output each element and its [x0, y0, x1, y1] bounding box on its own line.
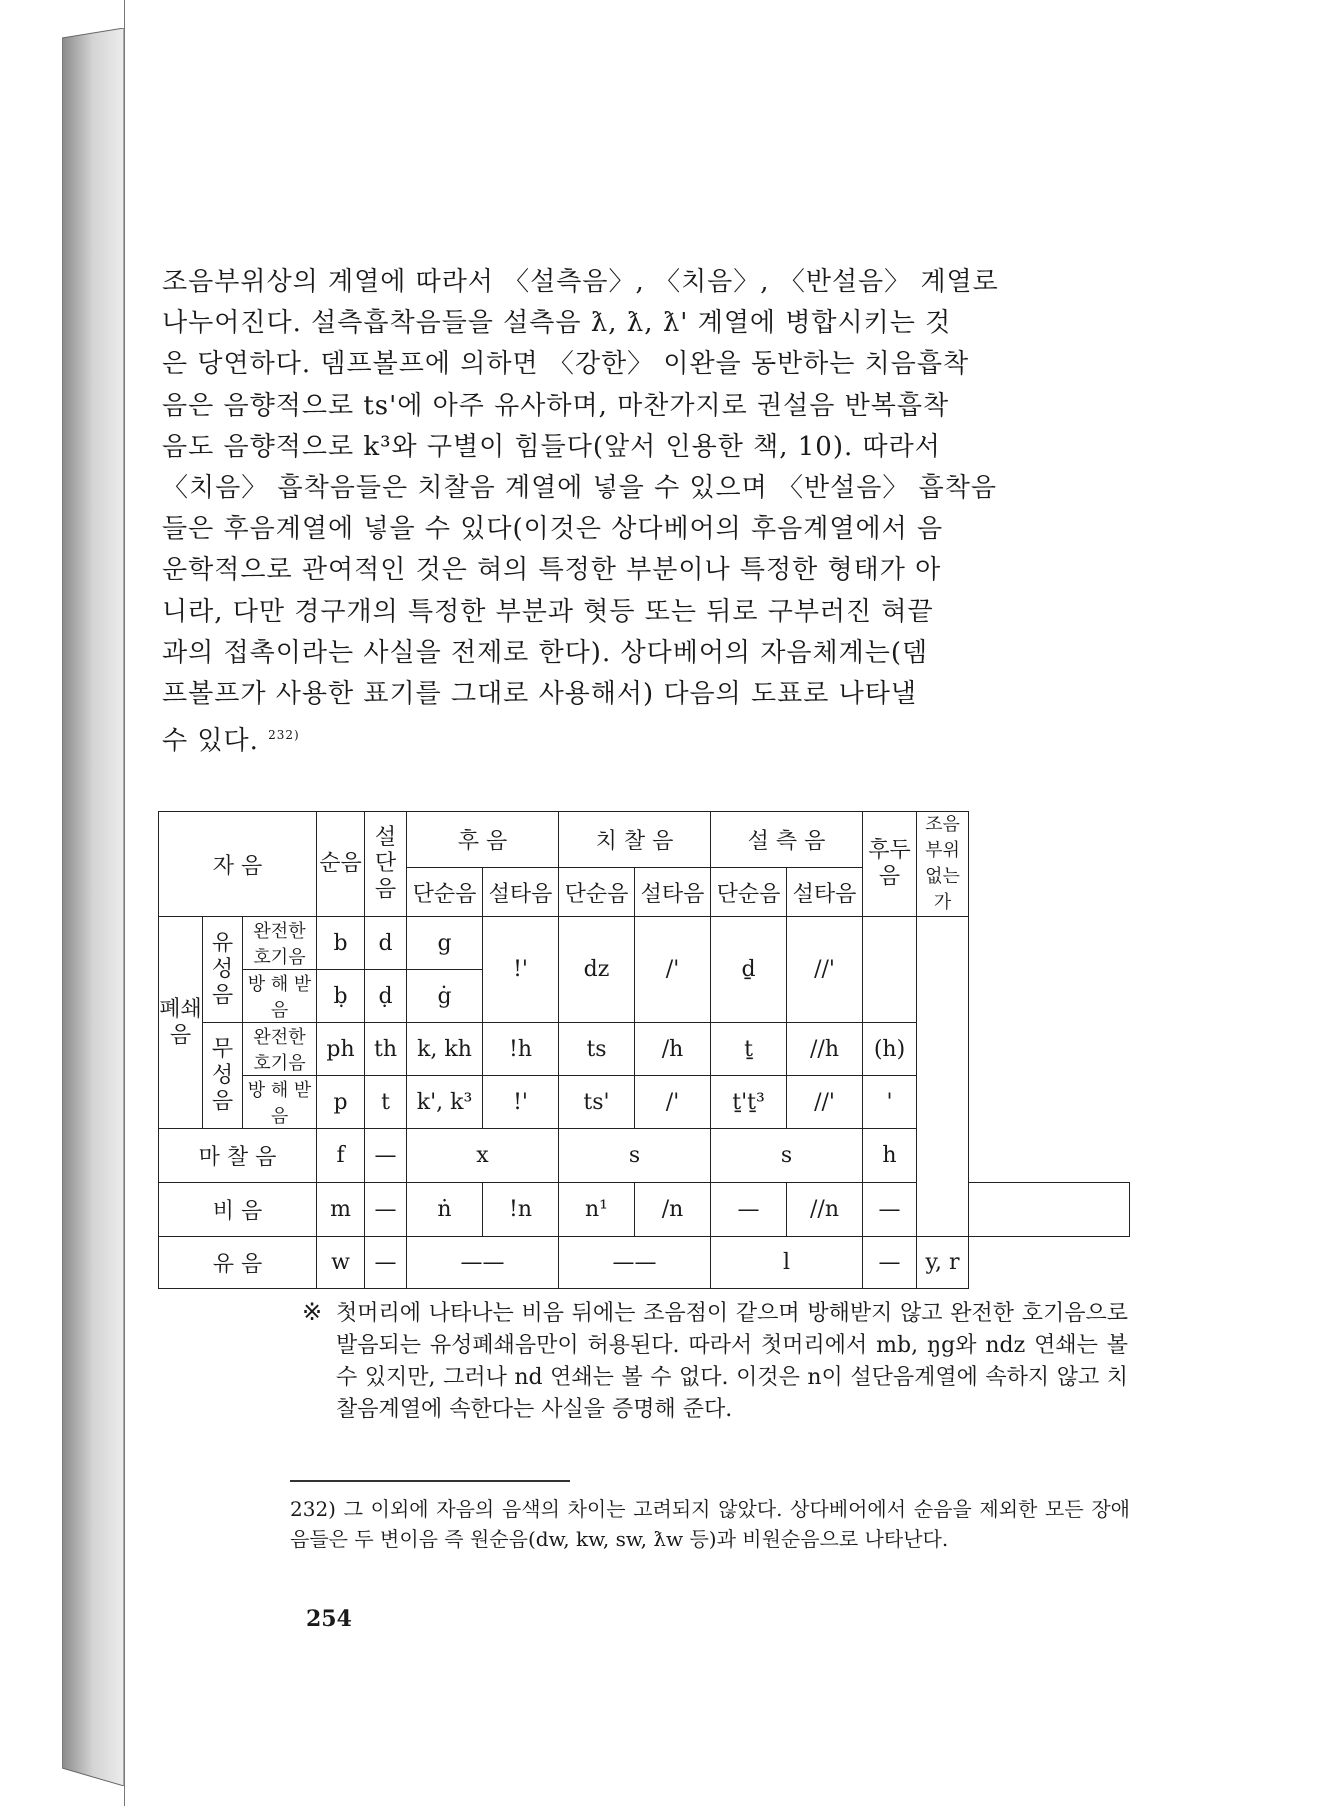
cell: g — [407, 917, 483, 970]
cell: ts' — [559, 1076, 635, 1129]
cell: ' — [863, 1076, 917, 1129]
cell: k, kh — [407, 1023, 483, 1076]
footnote-ref: 232) — [268, 728, 300, 743]
cell: h — [863, 1129, 917, 1183]
cell: — — [365, 1183, 407, 1237]
cell: ts — [559, 1023, 635, 1076]
cell: /' — [635, 1076, 711, 1129]
header-labial: 순음 — [317, 812, 365, 917]
cell: ḏ — [711, 917, 787, 1023]
cell: — — [711, 1183, 787, 1237]
cell: //' — [787, 917, 863, 1023]
cell: d — [365, 917, 407, 970]
cell: !n — [483, 1183, 559, 1237]
body-line-last — [162, 715, 1130, 762]
cell: w — [317, 1237, 365, 1289]
row-nasal: 비 음 — [159, 1183, 317, 1237]
cell: t — [365, 1076, 407, 1129]
sub-velar-flap: 설타음 — [483, 868, 559, 917]
header-lateral: 설 측 음 — [711, 812, 863, 868]
body-line: 들은 후음계열에 넣을 수 있다(이것은 상다베어의 후음계열에서 음 — [162, 514, 944, 545]
cell: —— — [407, 1237, 559, 1289]
row-liquid: 유 음 — [159, 1237, 317, 1289]
sub-lat-flap: 설타음 — [787, 868, 863, 917]
cell: !' — [483, 917, 559, 1023]
cell: f — [317, 1129, 365, 1183]
body-line: 〈치음〉 흡착음들은 치찰음 계열에 넣을 수 있으며 〈반설음〉 흡착음 — [162, 473, 998, 504]
body-line: 조음부위상의 계열에 따라서 〈설측음〉, 〈치음〉, 〈반설음〉 계열로 — [162, 267, 999, 297]
cell-empty — [917, 917, 969, 1237]
body-line: 음도 음향적으로 k³와 구별이 힘들다(앞서 인용한 책, 10). 따라서 — [162, 431, 941, 462]
sub-lat-plain: 단순음 — [711, 868, 787, 917]
cell: x — [407, 1129, 559, 1183]
cell: m — [317, 1183, 365, 1237]
body-line: 나누어진다. 설측흡착음들을 설측음 ƛ, ƛ, ƛ' 계열에 병합시키는 것 — [162, 308, 952, 339]
body-line: 운학적으로 관여적인 것은 혀의 특정한 부분이나 특정한 형태가 아 — [162, 555, 942, 586]
cell: ġ — [407, 970, 483, 1023]
table-note: 첫머리에 나타나는 비음 뒤에는 조음점이 같으며 방해받지 않고 완전한 호기음으로 발음되는 유성폐쇄음만이 허용된다. 따라서 첫머리에서 mb, ŋg와 ndz 연쇄는 볼 수 있지만, 그러나 nd 연쇄는 볼 수 없다. 이것은 n이 설단음계열에 속하지 않고 치찰음계열에 속한다는 사실을 증명해 준다. — [336, 1301, 1128, 1422]
header-laryngeal: 후두음 — [863, 812, 917, 917]
cell: (h) — [863, 1023, 917, 1076]
cell: /n — [635, 1183, 711, 1237]
header-no-place-suffix: 가 — [933, 892, 952, 913]
row-full-aspirated: 완전한 호기음 — [243, 1023, 317, 1076]
body-line: 은 당연하다. 뎀프볼프에 의하면 〈강한〉 이완을 동반하는 치음흡착 — [162, 349, 970, 380]
cell-empty — [969, 1183, 1130, 1237]
cell: //n — [787, 1183, 863, 1237]
cell: /h — [635, 1023, 711, 1076]
body-line: 과의 접촉이라는 사실을 전제로 한다). 상다베어의 자음체계는(뎀 — [162, 637, 929, 668]
sub-sib-plain: 단순음 — [559, 868, 635, 917]
note-mark: ※ — [302, 1298, 323, 1326]
cell: ṯ'ṯ³ — [711, 1076, 787, 1129]
cell: ṯ — [711, 1023, 787, 1076]
header-consonant: 자 음 — [159, 812, 317, 917]
consonant-table — [158, 811, 1130, 1285]
body-line: 프볼프가 사용한 표기를 그대로 사용해서) 다음의 도표로 나타낼 — [162, 679, 918, 710]
cell: — — [365, 1237, 407, 1289]
footnote-divider — [290, 1480, 570, 1482]
cell: dz — [559, 917, 635, 1023]
header-no-place-text: 조음부위없는 — [925, 814, 960, 887]
cell: ṅ — [407, 1183, 483, 1237]
cell: —— — [559, 1237, 711, 1289]
cell: l — [711, 1237, 863, 1289]
cell: /' — [635, 917, 711, 1023]
cell: ph — [317, 1023, 365, 1076]
cell: — — [863, 1237, 917, 1289]
cell: b — [317, 917, 365, 970]
sub-sib-flap: 설타음 — [635, 868, 711, 917]
cell: ḍ — [365, 970, 407, 1023]
group-voiceless: 무성음 — [203, 1023, 243, 1129]
header-no-place — [917, 812, 969, 917]
body-line: 니라, 다만 경구개의 특정한 부분과 혓등 또는 뒤로 구부러진 혀끝 — [162, 596, 934, 627]
cell: s — [559, 1129, 711, 1183]
body-text — [162, 262, 1130, 762]
sub-velar-plain: 단순음 — [407, 868, 483, 917]
footnote: 232) 그 이외에 자음의 음색의 차이는 고려되지 않았다. 상다베어에서 순음을 제외한 모든 장애음들은 두 변이음 즉 원순음(dw, kw, sw, ƛw 등)과 비원순음으로 나타난다. — [290, 1497, 1130, 1551]
body-line: 음은 음향적으로 ts'에 아주 유사하며, 마찬가지로 권설음 반복흡착 — [162, 390, 950, 421]
cell: n¹ — [559, 1183, 635, 1237]
cell: p — [317, 1076, 365, 1129]
cell: ḅ — [317, 970, 365, 1023]
book-spine-edge — [62, 28, 124, 1786]
cell: !' — [483, 1076, 559, 1129]
cell: //h — [787, 1023, 863, 1076]
body-last-text: 수 있다. — [162, 726, 259, 757]
cell-empty — [863, 917, 917, 1023]
header-sibilant: 치 찰 음 — [559, 812, 711, 868]
header-apical: 설단음 — [365, 812, 407, 917]
header-velar: 후 음 — [407, 812, 559, 868]
row-ejective: 방 해 받 음 — [243, 970, 317, 1023]
cell: k', k³ — [407, 1076, 483, 1129]
row-fricative: 마 찰 음 — [159, 1129, 317, 1183]
cell: s — [711, 1129, 863, 1183]
row-full-aspirated: 완전한 호기음 — [243, 917, 317, 970]
group-voiced: 유성음 — [203, 917, 243, 1023]
cell: //' — [787, 1076, 863, 1129]
group-stop: 폐쇄음 — [159, 917, 203, 1129]
page-number: 254 — [306, 1606, 352, 1632]
cell: !h — [483, 1023, 559, 1076]
cell: y, r — [917, 1237, 969, 1289]
cell: — — [863, 1183, 917, 1237]
cell: th — [365, 1023, 407, 1076]
row-ejective: 방 해 받 음 — [243, 1076, 317, 1129]
cell: — — [365, 1129, 407, 1183]
